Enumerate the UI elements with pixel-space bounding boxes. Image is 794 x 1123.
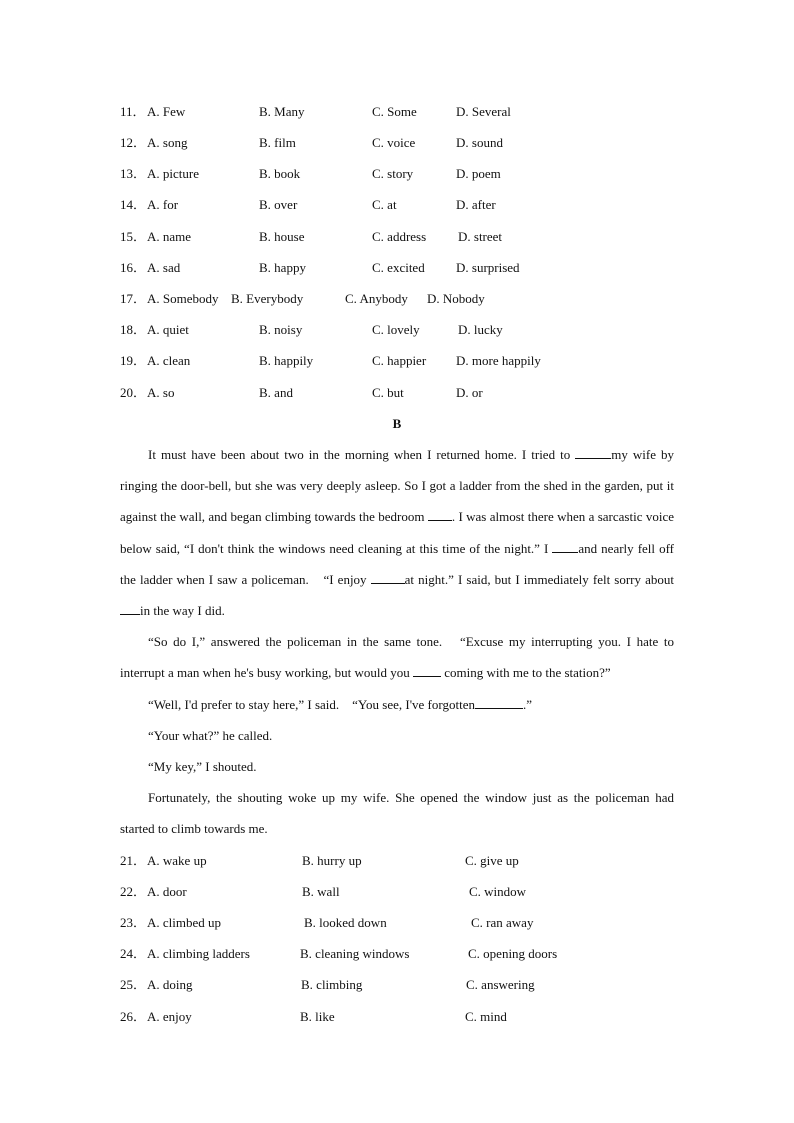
option-c: C. Anybody: [345, 291, 408, 306]
question-row-26: [0, 1007, 794, 1027]
option-d: D. lucky: [458, 322, 503, 337]
question-row-23: [0, 913, 794, 933]
option-c: C. at: [372, 197, 397, 212]
option-b: B. noisy: [259, 322, 303, 337]
question-number: 21．: [120, 853, 147, 868]
option-d: D. after: [456, 197, 496, 212]
question-row-17: [0, 289, 794, 309]
option-c: C. answering: [466, 977, 535, 992]
question-row-11: [0, 102, 794, 122]
passage-paragraph: “Your what?” he called.: [148, 727, 273, 743]
section-heading: B: [392, 416, 402, 431]
option-a: A. climbed up: [147, 915, 222, 930]
question-row-19: [0, 351, 794, 371]
passage: [120, 439, 674, 845]
question-row-13: [0, 164, 794, 184]
answer-blank-24: [371, 571, 405, 584]
question-number: 23．: [120, 915, 147, 930]
option-a: A. picture: [147, 166, 199, 181]
answer-blank-27: [475, 696, 523, 709]
passage-paragraph: [120, 626, 674, 688]
answer-blank-26: [413, 664, 441, 677]
question-row-21: [0, 851, 794, 871]
option-a: A. clean: [147, 353, 191, 368]
question-row-25: [0, 975, 794, 995]
question-number: 25．: [120, 977, 147, 992]
option-c: C. excited: [372, 260, 425, 275]
option-b: B. like: [300, 1009, 335, 1024]
option-b: B. film: [259, 135, 296, 150]
option-c: C. Some: [372, 104, 417, 119]
option-c: C. but: [372, 385, 404, 400]
option-b: B. Everybody: [231, 291, 304, 306]
answer-blank-25: [120, 602, 140, 615]
option-a: A. Somebody: [147, 291, 219, 306]
option-a: A. wake up: [147, 853, 207, 868]
question-row-16: [0, 258, 794, 278]
option-d: D. street: [458, 229, 503, 244]
option-a: A. song: [147, 135, 188, 150]
option-b: B. and: [259, 385, 293, 400]
passage-text: my wife by ringing the door-bell, but she was very deeply asleep. So I got a ladder from the shed in the garden, put it against the wall, and began climbing towards the bedroom: [120, 447, 674, 525]
question-number: 20．: [120, 385, 147, 400]
option-c: C. opening doors: [468, 946, 558, 961]
passage-text: at night.” I said, but I immediately felt sorry about: [404, 571, 674, 587]
question-number: 18．: [120, 322, 147, 337]
option-c: C. voice: [372, 135, 416, 150]
option-a: A. sad: [147, 260, 181, 275]
option-c: C. give up: [465, 853, 519, 868]
option-a: A. quiet: [147, 322, 189, 337]
option-b: B. wall: [302, 884, 340, 899]
option-c: C. mind: [465, 1009, 507, 1024]
passage-paragraph: “My key,” I shouted.: [148, 759, 257, 775]
option-b: B. happily: [259, 353, 314, 368]
passage-text: . I was almost there when a sarcastic voice below said, “I don't think the windows need cleaning at this time of the night.” I: [120, 509, 674, 556]
question-row-12: [0, 133, 794, 153]
question-number: 19．: [120, 353, 147, 368]
option-c: C. story: [372, 166, 414, 181]
option-a: A. doing: [147, 977, 193, 992]
option-a: A. enjoy: [147, 1009, 192, 1024]
option-b: B. book: [259, 166, 301, 181]
passage-paragraph: [120, 689, 674, 720]
answer-blank-23: [552, 540, 578, 553]
question-row-22: [0, 882, 794, 902]
question-number: 26．: [120, 1009, 147, 1024]
option-c: C. happier: [372, 353, 427, 368]
option-b: B. looked down: [304, 915, 387, 930]
option-b: B. over: [259, 197, 298, 212]
option-d: D. poem: [456, 166, 501, 181]
option-d: D. sound: [456, 135, 503, 150]
option-b: B. Many: [259, 104, 305, 119]
question-row-18: [0, 320, 794, 340]
question-number: 11．: [120, 104, 146, 119]
option-b: B. cleaning windows: [300, 946, 410, 961]
question-number: 22．: [120, 884, 147, 899]
option-a: A. name: [147, 229, 192, 244]
passage-text: .”: [522, 696, 532, 712]
option-b: B. climbing: [301, 977, 363, 992]
option-a: A. Few: [147, 104, 186, 119]
option-a: A. door: [147, 884, 187, 899]
question-row-14: [0, 195, 794, 215]
passage-paragraph: Fortunately, the shouting woke up my wife. She opened the window just as the policeman had started to climb towards me.: [120, 790, 674, 837]
answer-blank-22: [428, 508, 452, 521]
option-c: C. ran away: [471, 915, 534, 930]
question-number: 12．: [120, 135, 147, 150]
option-c: C. lovely: [372, 322, 420, 337]
question-number: 16．: [120, 260, 147, 275]
option-b: B. happy: [259, 260, 306, 275]
option-b: B. hurry up: [302, 853, 362, 868]
option-c: C. window: [469, 884, 527, 899]
question-row-24: [0, 944, 794, 964]
passage-text: and nearly fell off the ladder when I saw a policeman. “I enjoy: [120, 540, 674, 587]
answer-blank-21: [575, 446, 611, 459]
question-number: 17．: [120, 291, 147, 306]
option-a: A. climbing ladders: [147, 946, 250, 961]
option-d: D. surprised: [456, 260, 520, 275]
passage-text: in the way I did.: [140, 603, 225, 619]
question-number: 14．: [120, 197, 147, 212]
option-d: D. more happily: [456, 353, 541, 368]
question-row-20: [0, 383, 794, 403]
option-d: D. Nobody: [427, 291, 485, 306]
question-number: 24．: [120, 946, 147, 961]
option-d: D. Several: [456, 104, 511, 119]
passage-text: “So do I,” answered the policeman in the same tone. “Excuse my interrupting you. I hate to interrupt a man when he's busy working, but would you: [120, 634, 674, 681]
passage-text: “Well, I'd prefer to stay here,” I said. “You see, I've forgotten: [148, 696, 475, 712]
question-number: 15．: [120, 229, 147, 244]
option-a: A. so: [147, 385, 175, 400]
option-b: B. house: [259, 229, 305, 244]
passage-paragraph: [120, 439, 674, 626]
passage-text: It must have been about two in the morning when I returned home. I tried to: [148, 447, 576, 462]
passage-text: coming with me to the station?”: [441, 665, 611, 681]
option-a: A. for: [147, 197, 179, 212]
question-number: 13．: [120, 166, 147, 181]
question-row-15: [0, 227, 794, 247]
option-c: C. address: [372, 229, 427, 244]
option-d: D. or: [456, 385, 483, 400]
